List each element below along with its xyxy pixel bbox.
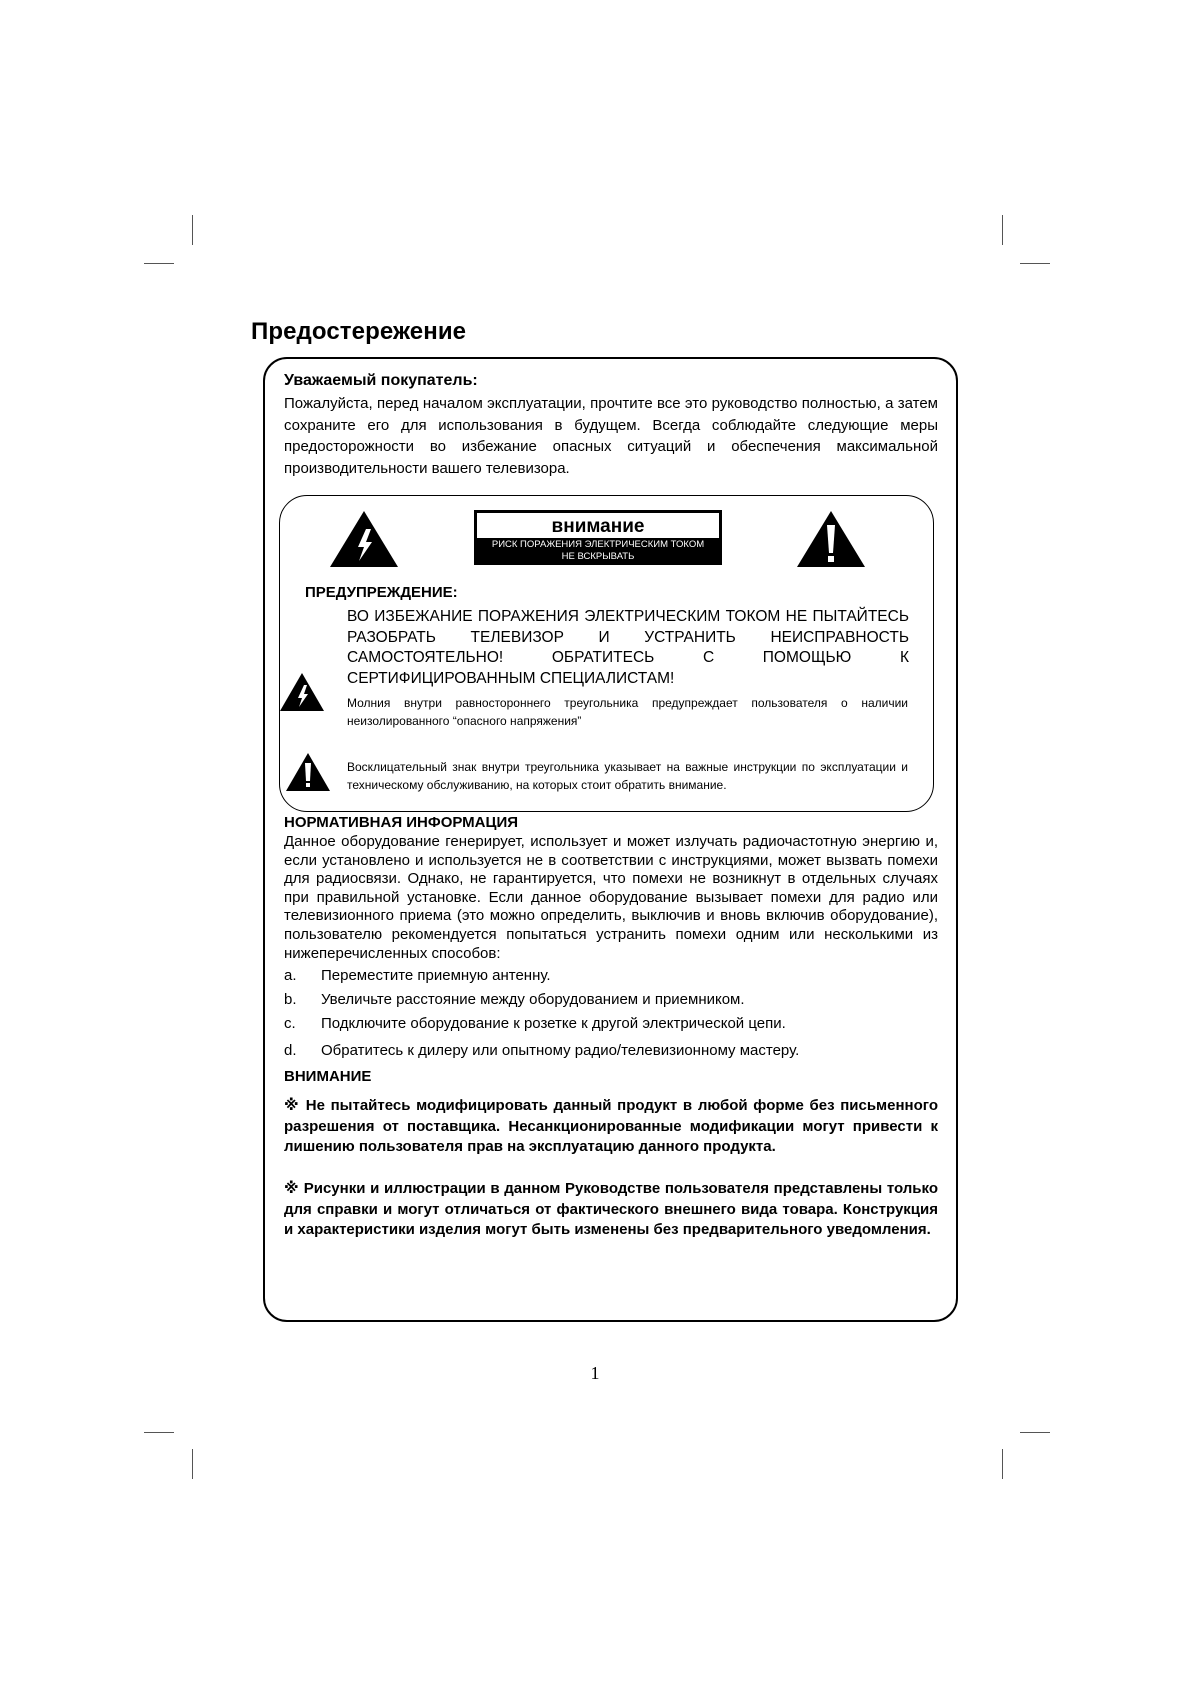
crop-mark (192, 215, 193, 245)
crop-mark (1002, 1449, 1003, 1479)
warning-text-last: СЕРТИФИЦИРОВАННЫМ СПЕЦИАЛИСТАМ! (347, 669, 675, 687)
lightning-triangle-icon (279, 672, 325, 712)
regulatory-text: Данное оборудование генерирует, использует и может излучать радиочастотную энергию и, если установлено и используется не в соответствии с инструкциями, может вызвать помехи для радиосвязи. Однако, не гарантируется, что помехи не возникнут в отдельных случаях при правильной установке. Если данное оборудование вызывает помехи для радио или телевизионного приема (это можно определить, выключив и вновь включив оборудование), пользователю рекомендуется попытаться устранить помехи одним или несколькими из нижеперечисленных способов: (284, 833, 938, 962)
exclamation-note: Восклицательный знак внутри треугольника указывает на важные инструкции по эксплуатации и техническому обслуживанию, на которых стоит обратить внимание. (347, 760, 908, 792)
list-marker: c. (284, 1015, 296, 1032)
crop-mark (1002, 215, 1003, 245)
caution-label-text (475, 539, 721, 563)
exclamation-triangle-icon (795, 509, 867, 569)
attention-paragraph: ※ Рисунки и иллюстрации в данном Руководстве пользователя представлены только для справки и могут отличаться от фактического внешнего вида товара. Конструкция и характеристики изделия могут быть изменены без предварительного уведомления. (284, 1180, 938, 1238)
caution-label-line1: РИСК ПОРАЖЕНИЯ ЭЛЕКТРИЧЕСКИМ ТОКОМ (491, 539, 705, 550)
lightning-triangle-icon (328, 509, 400, 569)
caution-label-heading: внимание (477, 513, 719, 538)
caution-label-line2: НЕ ВСКРЫВАТЬ (561, 551, 635, 562)
regulatory-title: НОРМАТИВНАЯ ИНФОРМАЦИЯ (284, 814, 519, 831)
list-marker: b. (284, 991, 297, 1008)
list-text: Подключите оборудование к розетке к другой электрической цепи. (321, 1015, 786, 1032)
page-title: Предостережение (251, 318, 467, 345)
crop-mark (192, 1449, 193, 1479)
lightning-note: Молния внутри равностороннего треугольника предупреждает пользователя о наличии неизолированного “опасного напряжения” (347, 696, 908, 728)
crop-mark (1020, 263, 1050, 264)
exclamation-triangle-icon (285, 752, 331, 792)
attention-title: ВНИМАНИЕ (284, 1068, 372, 1085)
crop-mark (144, 263, 174, 264)
greeting-title: Уважаемый покупатель: (284, 372, 478, 389)
list-text: Увеличьте расстояние между оборудованием и приемником. (321, 991, 745, 1008)
caution-label (474, 510, 722, 565)
crop-mark (144, 1432, 174, 1433)
warning-text (347, 607, 909, 689)
list-marker: d. (284, 1042, 297, 1059)
greeting-text: Пожалуйста, перед началом эксплуатации, прочтите все это руководство полностью, а затем сохраните его для использования в будущем. Всегда соблюдайте следующие меры предосторожности во избежание опасных ситуаций и обеспечения максимальной производительности вашего телевизора. (284, 395, 938, 477)
crop-mark (1020, 1432, 1050, 1433)
attention-paragraph: ※ Не пытайтесь модифицировать данный продукт в любой форме без письменного разрешения от поставщика. Несанкционированные модификации могут привести к лишению пользователя прав на эксплуатацию данного продукта. (284, 1097, 938, 1155)
list-text: Переместите приемную антенну. (321, 967, 551, 984)
warning-title: ПРЕДУПРЕЖДЕНИЕ: (305, 584, 458, 601)
list-text: Обратитесь к дилеру или опытному радио/телевизионному мастеру. (321, 1042, 800, 1059)
page-number: 1 (590, 1363, 600, 1383)
warning-text-main: ВО ИЗБЕЖАНИЕ ПОРАЖЕНИЯ ЭЛЕКТРИЧЕСКИМ ТОКОМ НЕ ПЫТАЙТЕСЬ РАЗОБРАТЬ ТЕЛЕВИЗОР И УСТРАНИТЬ НЕИСПРАВНОСТЬ САМОСТОЯТЕЛЬНО! ОБРАТИТЕСЬ С ПОМОЩЬЮ К (347, 608, 909, 666)
list-marker: a. (284, 967, 297, 984)
